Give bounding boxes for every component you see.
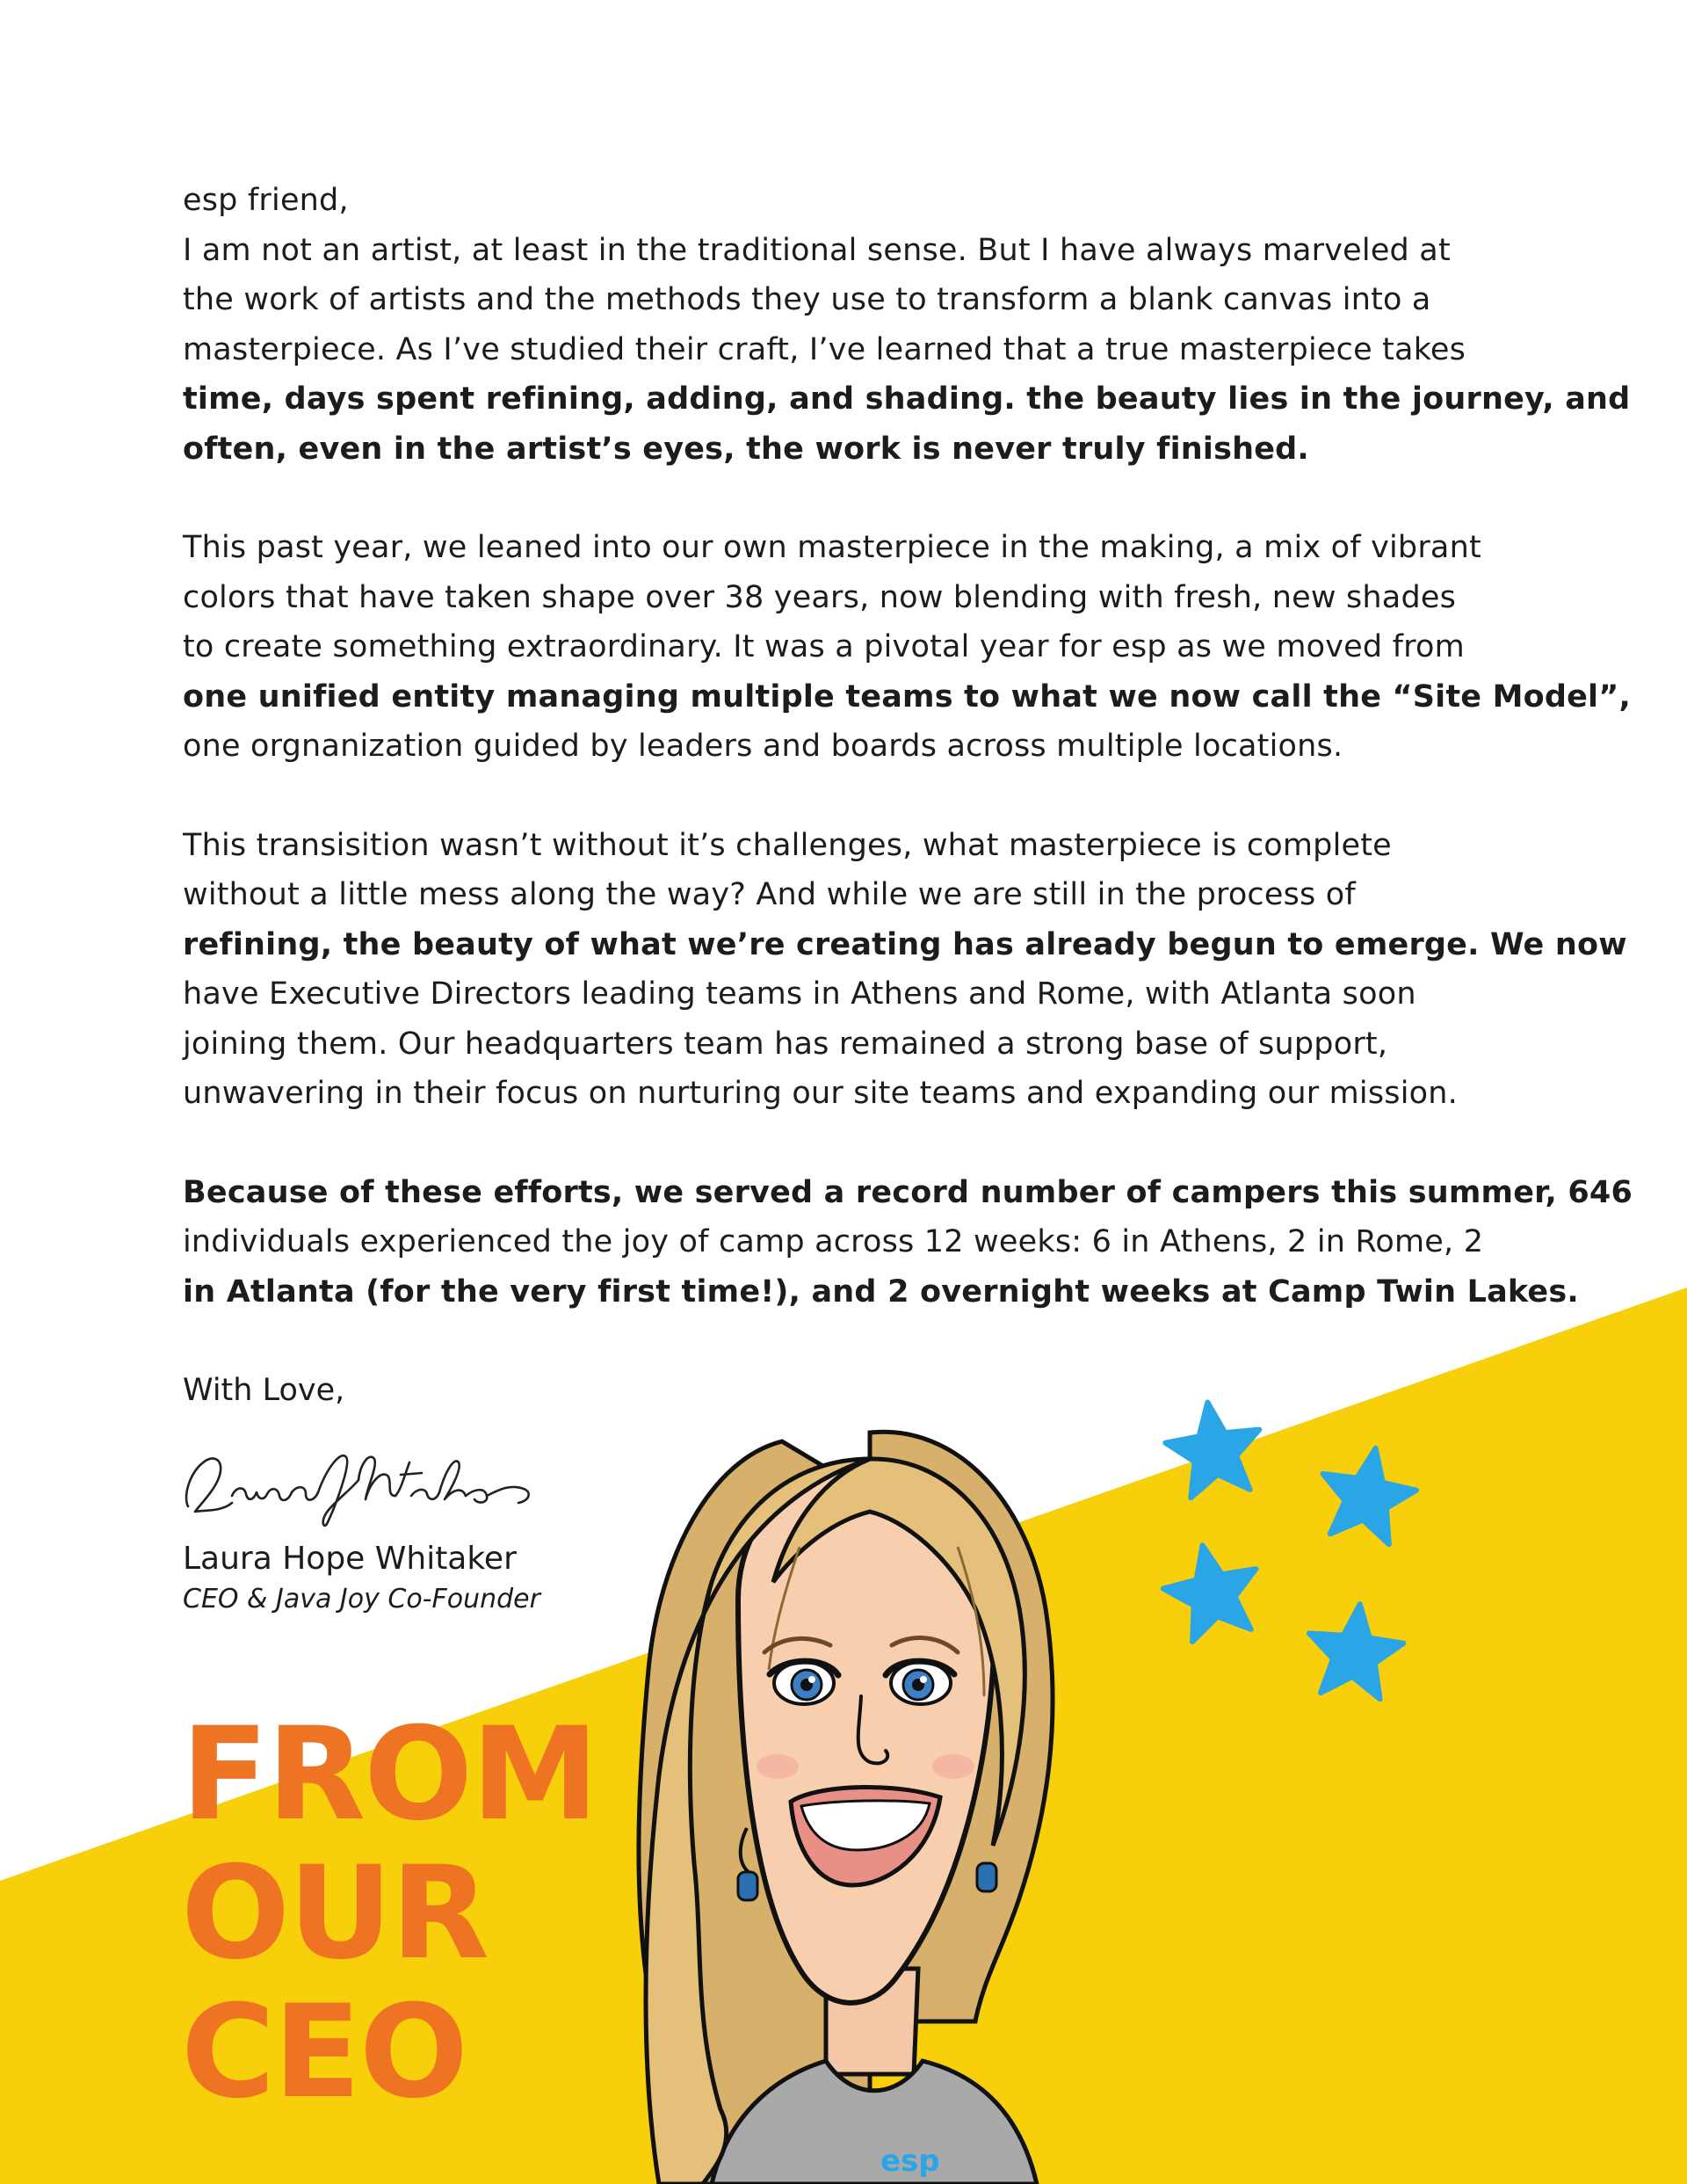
letter-paragraph-1: I am not an artist, at least in the traditional sense. But I have always marveled at the work of artists and the methods they use to transform a blank canvas into a masterpiece. As I’ve studied their craft, I’ve learned that a true masterpiece takes time, days spent refining, adding, and shading. the beauty lies in the journey, and often, even in the artist’s eyes, the work is never truly finished.	[183, 232, 1631, 467]
letter-paragraph-3: This transisition wasn’t without it’s challenges, what masterpiece is complete without a little mess along the way? And while we are still in the process of refining, the beauty of what we’re creating has already begun to emerge. We now have Executive Directors leading teams in Athens and Rome, with Atlanta soon joining them. Our headquarters team has remained a strong base of support, unwavering in their focus on nurturing our site teams and expanding our mission.	[183, 827, 1627, 1111]
title-line-1: FROM	[181, 1700, 597, 1849]
handwritten-signature	[179, 1426, 539, 1531]
star-icon	[1303, 1600, 1407, 1701]
star-icon	[1313, 1440, 1423, 1547]
letter-paragraph-4: Because of these efforts, we served a record number of campers this summer, 646 individuals experienced the joy of camp across 12 weeks: 6 in Athens, 2 in Rome, 2 in Atlanta (for the very first time!), and 2 overnight weeks at Camp Twin Lakes.	[183, 1174, 1633, 1310]
letter-greeting: esp friend,	[183, 183, 349, 218]
star-icon	[1156, 1535, 1268, 1645]
title-line-2: OUR	[181, 1839, 489, 1988]
decorative-stars	[1142, 1397, 1441, 1714]
ceo-caricature-illustration	[606, 1406, 1098, 2184]
signer-title: CEO & Java Joy Co-Founder	[183, 1584, 540, 1614]
signer-name: Laura Hope Whitaker	[183, 1541, 517, 1577]
ceo-letter	[183, 176, 1633, 1415]
shirt-logo: esp	[880, 2144, 940, 2179]
from-our-ceo-title	[181, 1700, 597, 2127]
star-icon	[1161, 1397, 1268, 1500]
letter-signoff: With Love,	[183, 1373, 345, 1408]
title-line-3: CEO	[181, 1977, 467, 2127]
letter-paragraph-2: This past year, we leaned into our own masterpiece in the making, a mix of vibrant colors that have taken shape over 38 years, now blending with fresh, new shades to create something extraordinary. It was a pivotal year for esp as we moved from one unified entity managing multiple teams to what we now call the “Site Model”, one orgnanization guided by leaders and boards across multiple locations.	[183, 530, 1631, 764]
